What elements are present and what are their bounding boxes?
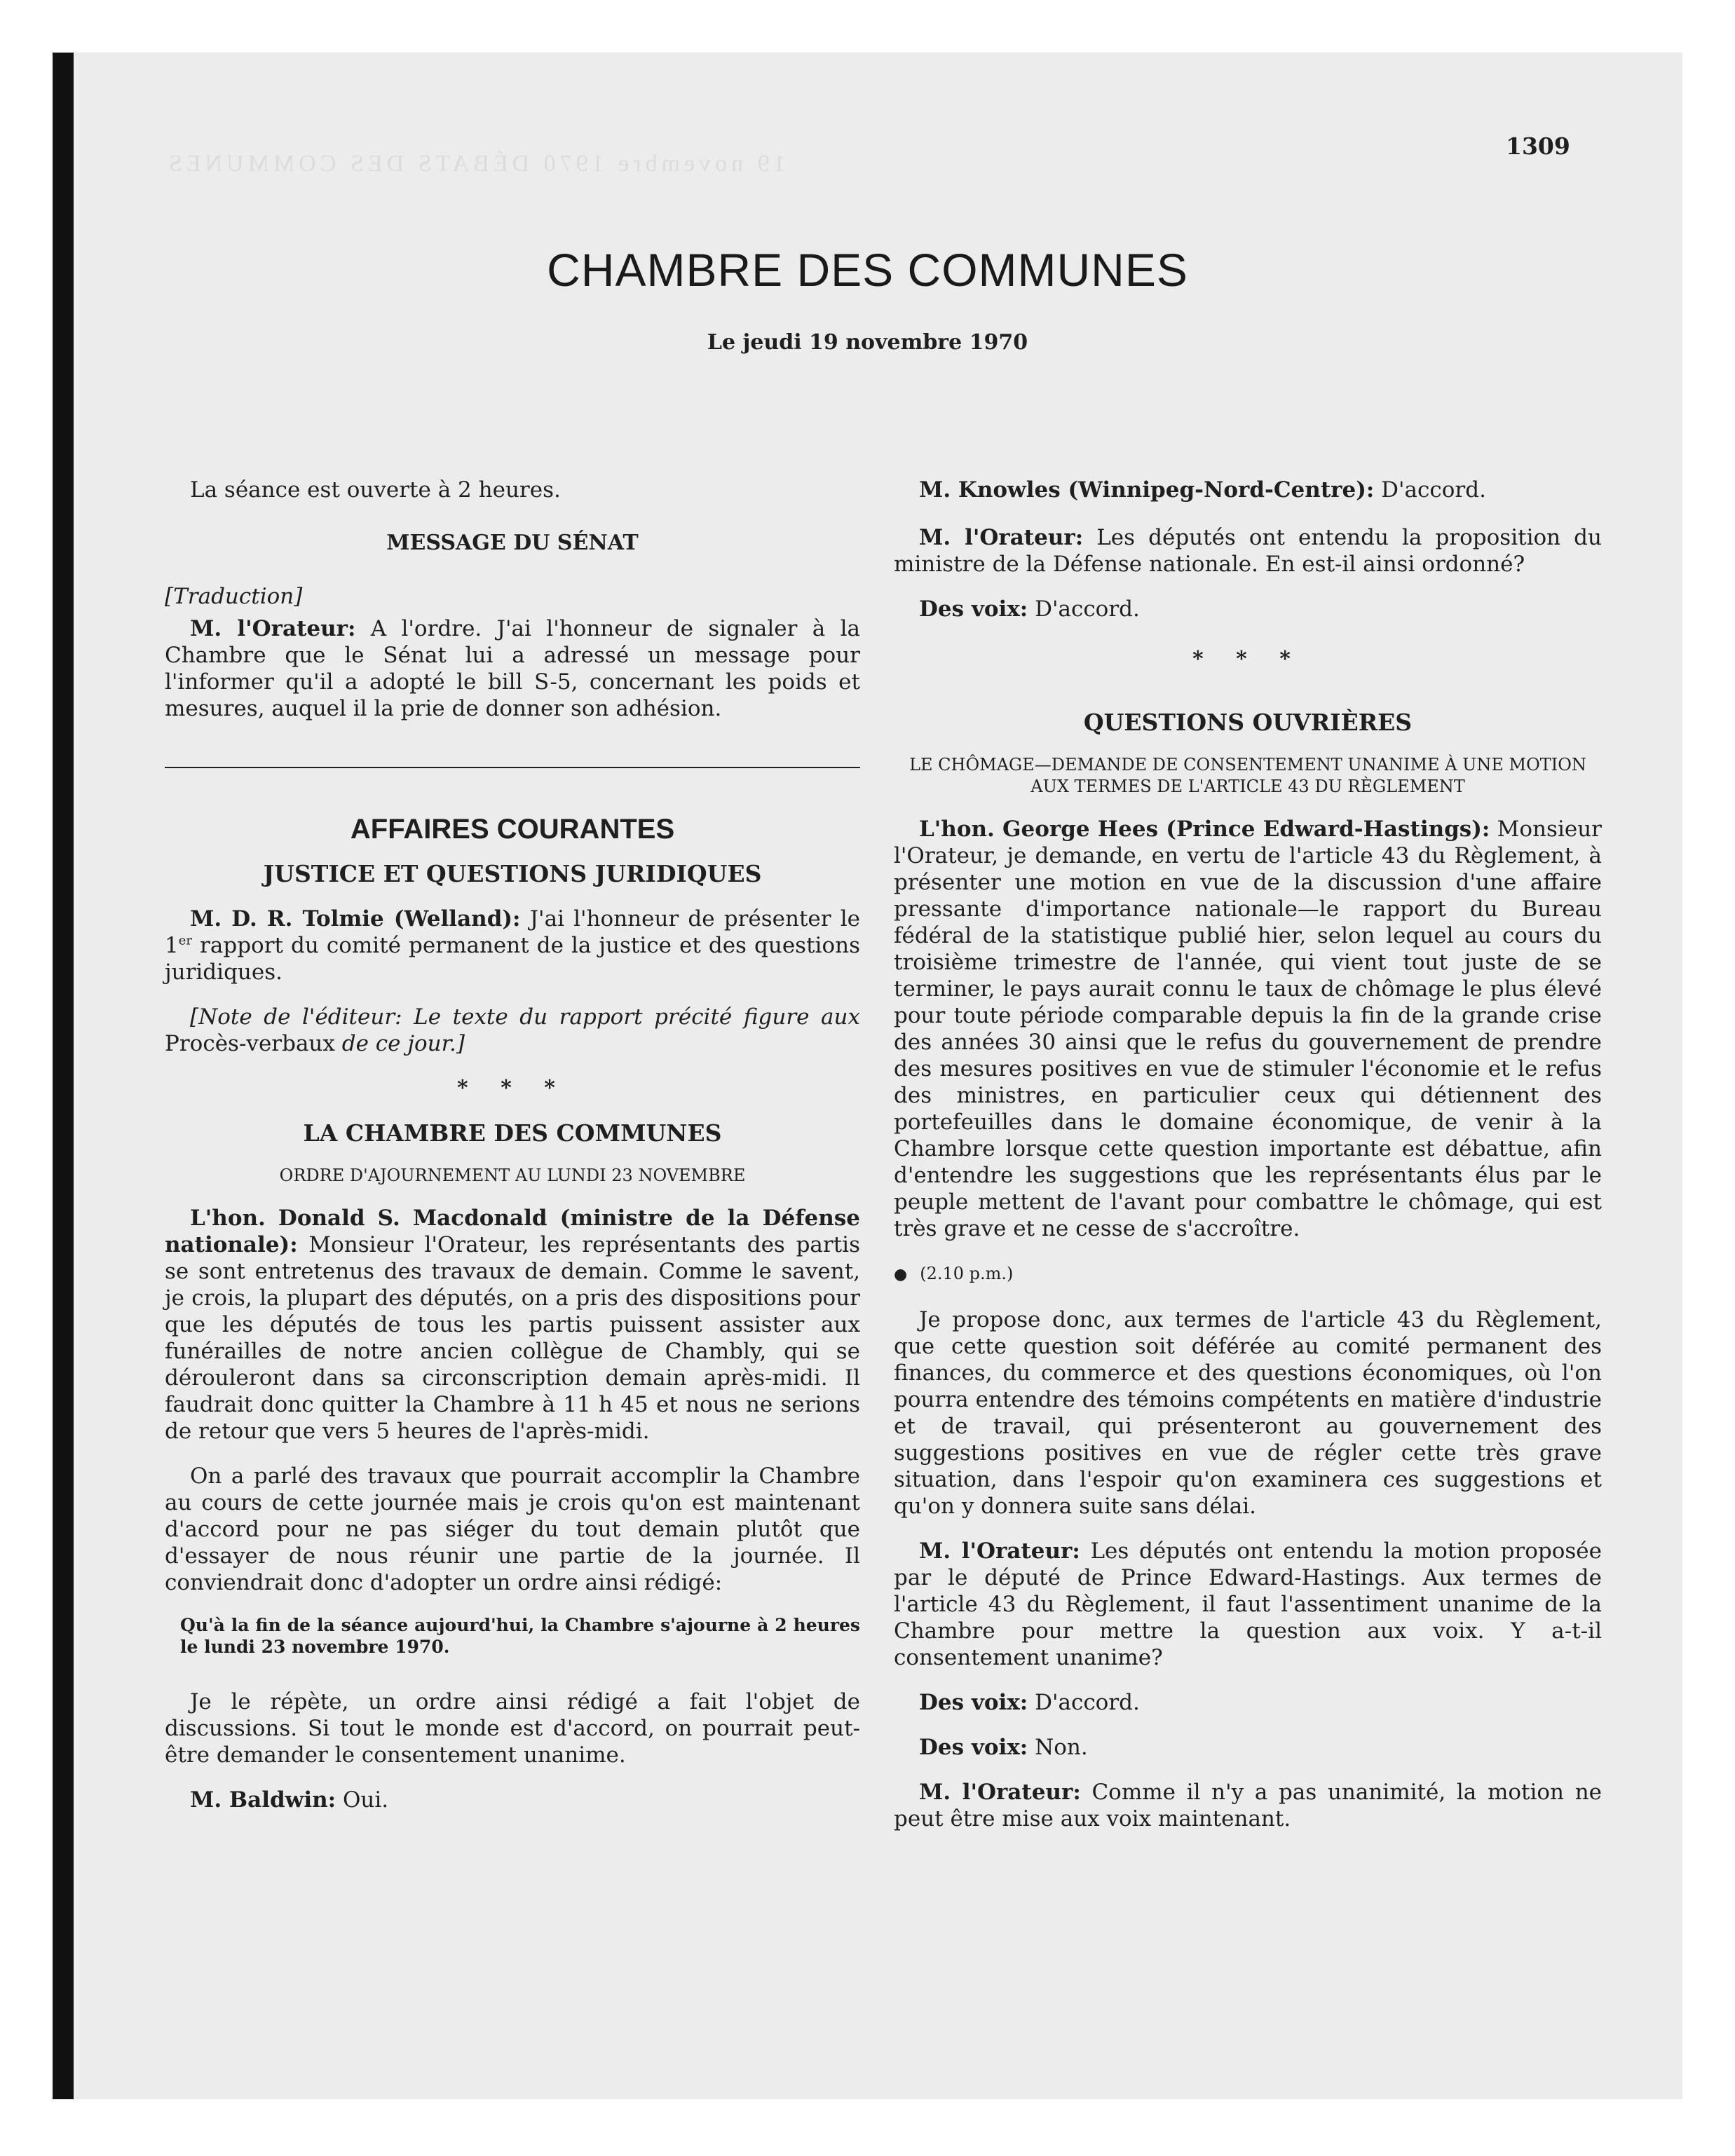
page-title: CHAMBRE DES COMMUNES [547,244,1188,296]
orateur-paragraph [894,1538,1602,1671]
speech-text: D'accord. [1028,596,1140,622]
affaires-courantes-heading: AFFAIRES COURANTES [350,814,675,845]
speech-paragraph: Je le répète, un ordre ainsi rédigé a fait l'objet de discussions. Si tout le monde est d'accord, on pourrait peut-être demander le consentement unanime. [165,1689,860,1768]
speech-text: J'ai l'honneur de présenter le 1 [165,906,860,958]
speech-paragraph: Je propose donc, aux termes de l'article 43 du Règlement, que cette question soit déférée au comité permanent des finances, du commerce et des questions économiques, où l'on pourra entendre des témoins compétents en matière d'industrie et de travail, qui présenteront au gouvernement des suggestions positives en vue de régler cette très grave situation, dans l'espoir qu'on examinera ces suggestions et qu'on y donnera suite sans délai. [894,1307,1602,1519]
right-column [894,477,1602,1850]
chomage-subheading: LE CHÔMAGE—DEMANDE DE CONSENTEMENT UNANIME À UNE MOTION AUX TERMES DE L'ARTICLE 43 DU RÈGLEMENT [909,755,1586,796]
opening-line: La séance est ouverte à 2 heures. [190,477,561,503]
translation-note: [Traduction] [165,584,303,609]
bleed-through-header: 19 novembre 1970 DÉBATS DES COMMUNES [165,151,786,177]
speech-paragraph: On a parlé des travaux que pourrait accomplir la Chambre au cours de cette journée mais je crois qu'on est maintenant d'accord pour ne pas siéger du tout demain plutôt que d'essayer de nous réunir une partie de la journée. Il conviendrait donc d'adopter un ordre ainsi rédigé: [165,1464,860,1595]
speaker-name: M. Baldwin: [190,1787,336,1813]
questions-heading: QUESTIONS OUVRIÈRES [1083,709,1413,736]
speaker-name: L'hon. George Hees (Prince Edward-Hastings): [919,817,1490,842]
speech-text: Les députés ont entendu la proposition du ministre de la Défense nationale. En est-il ainsi ordonné? [894,525,1602,577]
speech-text: Monsieur l'Orateur, je demande, en vertu de l'article 43 du Règlement, à présenter une motion en vue de la discussion d'une affaire pressante d'importance nationale—le rapport du Bureau fédéral de la statistique publié hier, selon lequel au cours du troisième trimestre de l'année, qui vient tout juste de se terminer, le pays aurait connu le taux de chômage le plus élevé pour toute période comparable depuis la fin de la grande crise des années 30 ainsi que le refus du gouvernement de prendre des mesures positives en vue de stimuler l'économie et le refus des ministres, en particulier ceux qui détiennent des portefeuilles dans le domaine économique, de venir à la Chambre lorsque cette question importante est débattue, afin d'entendre les suggestions que les représentants élus par le peuple mettent de l'avant pour combattre le chômage, qui est très grave et ne cesse de s'accroître. [894,817,1602,1241]
speech-text: Non. [1028,1735,1088,1760]
speech-text: Monsieur l'Orateur, les représentants des partis se sont entretenus des travaux de demain. Comme le savent, je crois, la plupart des députés, on a pris des dispositions pour que les députés de tous les partis puissent assister aux funérailles de notre ancien collègue de Chambly, qui se dérouleront dans sa circonscription demain après-midi. Il faudrait donc quitter la Chambre à 11 h 45 et nous ne serions de retour que vers 5 heures de l'après-midi. [165,1232,860,1444]
speaker-name: M. l'Orateur: [190,616,356,641]
editor-note-text: de ce jour.] [334,1031,465,1056]
section-stars: * * * [457,1076,568,1100]
voices-paragraph [894,1734,1602,1761]
time-mark [894,1260,1602,1288]
voices-paragraph [894,1689,1602,1716]
orateur-paragraph [165,615,860,722]
chambre-heading: LA CHAMBRE DES COMMUNES [303,1119,722,1147]
baldwin-paragraph [165,1787,860,1813]
voices-paragraph [894,596,1602,622]
justice-heading: JUSTICE ET QUESTIONS JURIDIQUES [263,860,762,887]
orateur-paragraph [894,524,1602,578]
speech-text: Comme il n'y a pas unanimité, la motion ne peut être mise aux voix maintenant. [894,1780,1602,1831]
speech-text: rapport du comité permanent de la justice et des questions juridiques. [165,933,860,985]
macdonald-paragraph [165,1205,860,1445]
tolmie-paragraph [165,906,860,985]
ordre-subheading: ORDRE D'AJOURNEMENT AU LUNDI 23 NOVEMBRE [279,1166,746,1185]
speaker-name: M. l'Orateur: [919,1780,1081,1805]
orateur-paragraph [894,1779,1602,1832]
editor-note-text: Procès-verbaux [165,1031,335,1056]
speech-text: D'accord. [1028,1690,1140,1715]
editor-note-text: [Note de l'éditeur: Le texte du rapport précité figure aux [190,1004,860,1030]
hees-paragraph [894,816,1602,1242]
speech-text: Oui. [336,1787,389,1813]
motion-quote: Qu'à la fin de la séance aujourd'hui, la Chambre s'ajourne à 2 heures le lundi 23 novembre 1970. [180,1615,860,1657]
speech-text: A l'ordre. J'ai l'honneur de signaler à la Chambre que le Sénat lui a adressé un message pour l'informer qu'il a adopté le bill S-5, concernant les poids et mesures, auquel il la prie de donner son adhésion. [165,616,860,721]
section-divider [165,767,860,768]
speaker-name: M. Knowles (Winnipeg-Nord-Centre): [919,477,1375,503]
left-column [165,477,860,1831]
sitting-date: Le jeudi 19 novembre 1970 [707,330,1028,355]
speaker-name: M. D. R. Tolmie (Welland): [190,906,521,932]
speech-text: D'accord. [1374,477,1486,503]
editor-note [165,1004,860,1057]
ordinal-suffix: er [178,933,192,948]
scanned-page [53,53,1682,2099]
section-stars: * * * [1192,647,1303,671]
speaker-name: Des voix: [919,1690,1028,1715]
knowles-paragraph [894,477,1602,503]
speaker-name: M. l'Orateur: [919,1538,1080,1564]
speaker-name: Des voix: [919,596,1028,622]
page-number: 1309 [1506,132,1570,160]
speaker-name: L'hon. Donald S. Macdonald (ministre de la Défense nationale): [165,1206,860,1257]
binding-edge [53,53,74,2099]
speech-text: Les députés ont entendu la motion proposée par le député de Prince Edward-Hastings. Aux termes de l'article 43 du Règlement, il faut l'assentiment unanime de la Chambre pour mettre la question aux voix. Y a-t-il consentement unanime? [894,1538,1602,1670]
time-text: (2.10 p.m.) [920,1264,1014,1283]
speaker-name: Des voix: [919,1735,1028,1760]
bullet-icon: ● [894,1266,908,1283]
speaker-name: M. l'Orateur: [919,525,1084,550]
senate-heading: MESSAGE DU SÉNAT [386,531,639,555]
